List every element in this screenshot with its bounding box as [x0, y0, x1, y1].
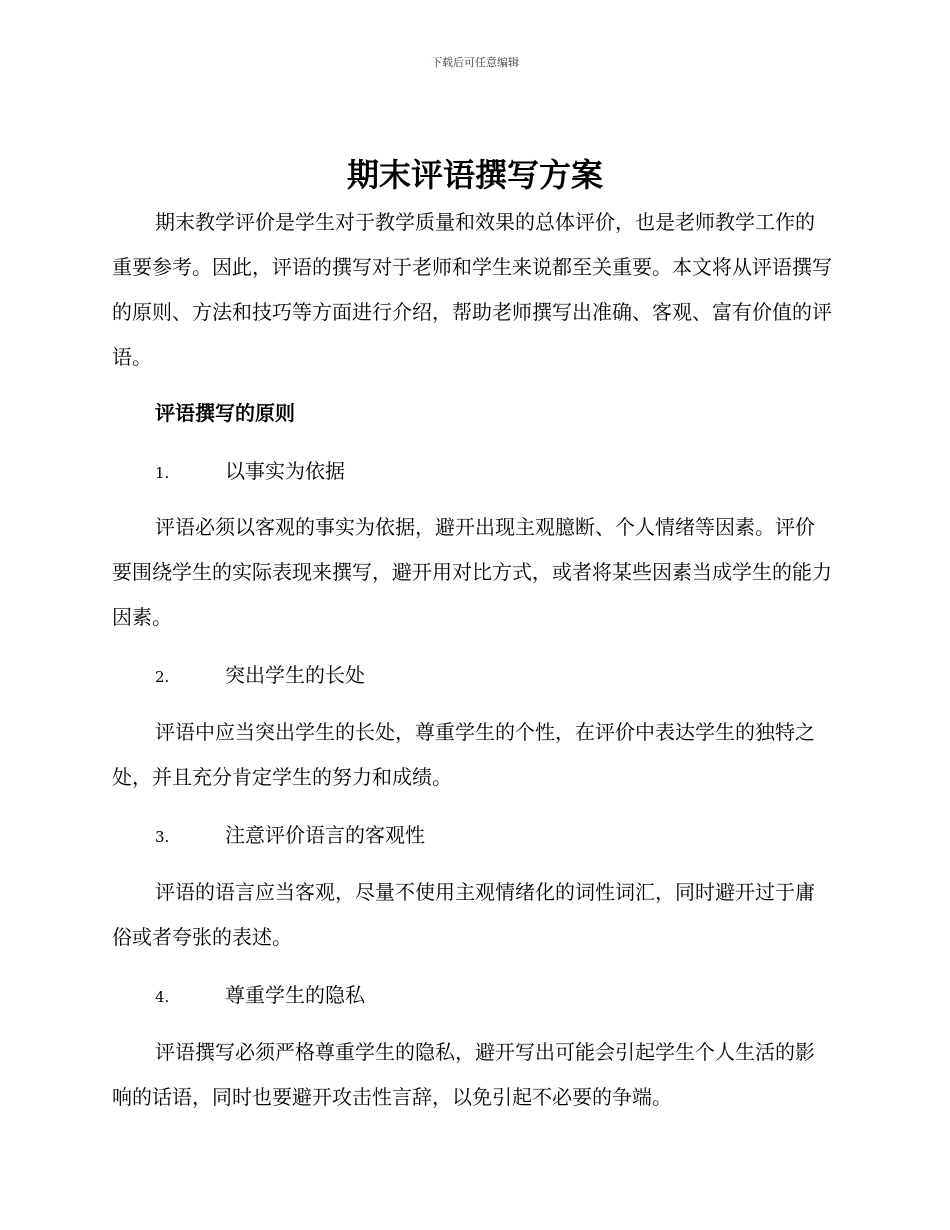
- list-item-1: [155, 456, 345, 488]
- list-number: 3.: [155, 828, 170, 846]
- item-4-paragraph: 评语撰写必须严格尊重学生的隐私，避开写出可能会引起学生个人生活的影响的话语，同时也要避开攻击性言辞，以免引起不必要的争端。: [112, 1040, 815, 1109]
- list-number: 2.: [155, 668, 170, 686]
- item-2-paragraph: 评语中应当突出学生的长处，尊重学生的个性，在评价中表达学生的独特之处，并且充分肯定学生的努力和成绩。: [112, 720, 815, 789]
- header-note: 下载后可任意编辑: [431, 56, 519, 69]
- list-item-title: 突出学生的长处: [225, 663, 365, 687]
- list-number: 1.: [155, 464, 170, 482]
- list-item-title: 注意评价语言的客观性: [225, 823, 425, 847]
- section-heading: 评语撰写的原则: [155, 401, 295, 425]
- item-3-paragraph: 评语的语言应当客观，尽量不使用主观情绪化的词性词汇，同时避开过于庸俗或者夸张的表述。: [112, 880, 815, 949]
- list-item-title: 以事实为依据: [225, 459, 345, 483]
- list-item-2: [155, 660, 365, 692]
- intro-paragraph: 期末教学评价是学生对于教学质量和效果的总体评价，也是老师教学工作的重要参考。因此，评语的撰写对于老师和学生来说都至关重要。本文将从评语撰写的原则、方法和技巧等方面进行介绍，帮助老师撰写出准确、客观、富有价值的评语。: [112, 210, 832, 369]
- list-item-4: [155, 980, 365, 1012]
- document-title: 期末评语撰写方案: [346, 156, 603, 194]
- item-1-paragraph: 评语必须以客观的事实为依据，避开出现主观臆断、个人情绪等因素。评价要围绕学生的实际表现来撰写，避开用对比方式，或者将某些因素当成学生的能力因素。: [112, 515, 832, 629]
- list-item-title: 尊重学生的隐私: [225, 983, 365, 1007]
- list-item-3: [155, 820, 425, 852]
- list-number: 4.: [155, 988, 170, 1006]
